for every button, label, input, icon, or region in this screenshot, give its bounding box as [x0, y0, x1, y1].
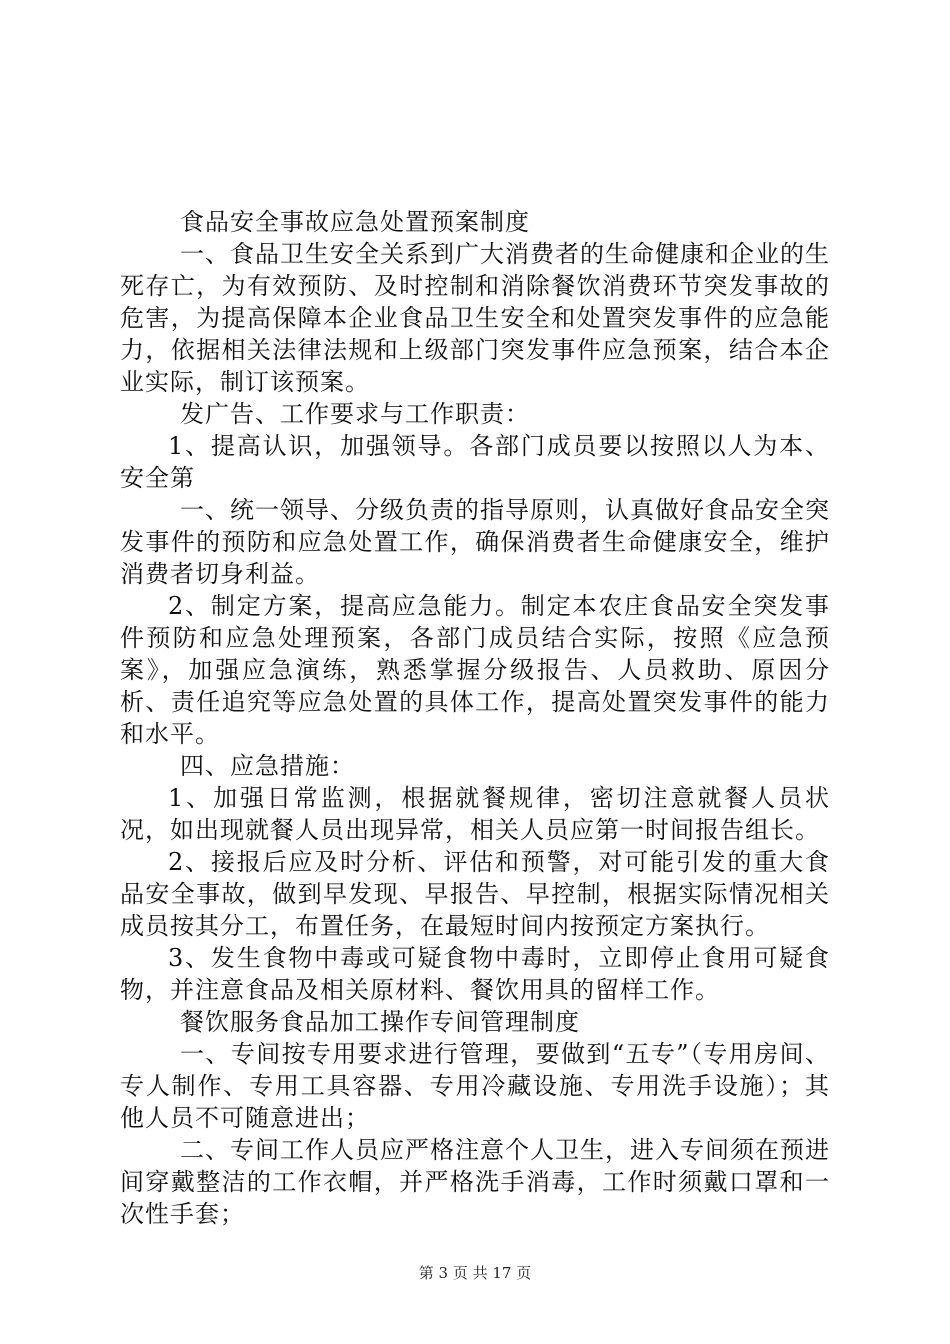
paragraph: 一、食品卫生安全关系到广大消费者的生命健康和企业的生死存亡，为有效预防、及时控制和消除餐饮消费环节突发事故的危害，为提高保障本企业食品卫生安全和处置突发事件的应急能力，依据相关法律法规和上级部门突发事件应急预案，结合本企业实际，制订该预案。 [120, 240, 830, 396]
document-title: 食品安全事故应急处置预案制度 [180, 208, 530, 236]
paragraph: 一、专间按专用要求进行管理，要做到“五专”（专用房间、专人制作、专用工具容器、专用冷藏设施、专用洗手设施）；其他人员不可随意进出； [120, 1040, 830, 1132]
paragraph: 1、加强日常监测，根据就餐规律，密切注意就餐人员状况，如出现就餐人员出现异常，相关人员应第一时间报告组长。 [120, 784, 830, 844]
paragraph: 四、应急措施： [180, 752, 355, 780]
paragraph: 2、接报后应及时分析、评估和预警，对可能引发的重大食品安全事故，做到早发现、早报告、早控制，根据实际情况相关成员按其分工，布置任务，在最短时间内按预定方案执行。 [120, 848, 830, 940]
paragraph: 2、制定方案，提高应急能力。制定本农庄食品安全突发事件预防和应急处理预案，各部门成员结合实际，按照《应急预案》，加强应急演练，熟悉掌握分级报告、人员救助、原因分析、责任追究等应急处置的具体工作，提高处置突发事件的能力和水平。 [120, 592, 830, 748]
paragraph: 一、统一领导、分级负责的指导原则，认真做好食品安全突发事件的预防和应急处置工作，确保消费者生命健康安全，维护消费者切身利益。 [120, 496, 830, 588]
document-body [0, 206, 950, 1230]
page-number: 第 3 页 共 17 页 [418, 1264, 532, 1282]
paragraph: 1、提高认识，加强领导。各部门成员要以按照以人为本、安全第 [120, 432, 830, 492]
paragraph: 二、专间工作人员应严格注意个人卫生，进入专间须在预进间穿戴整洁的工作衣帽，并严格洗手消毒，工作时须戴口罩和一次性手套； [120, 1136, 830, 1228]
paragraph: 3、发生食物中毒或可疑食物中毒时，立即停止食用可疑食物，并注意食品及相关原材料、餐饮用具的留样工作。 [120, 944, 830, 1004]
section-title: 餐饮服务食品加工操作专间管理制度 [180, 1008, 580, 1036]
paragraph: 发广告、工作要求与工作职责： [180, 400, 530, 428]
